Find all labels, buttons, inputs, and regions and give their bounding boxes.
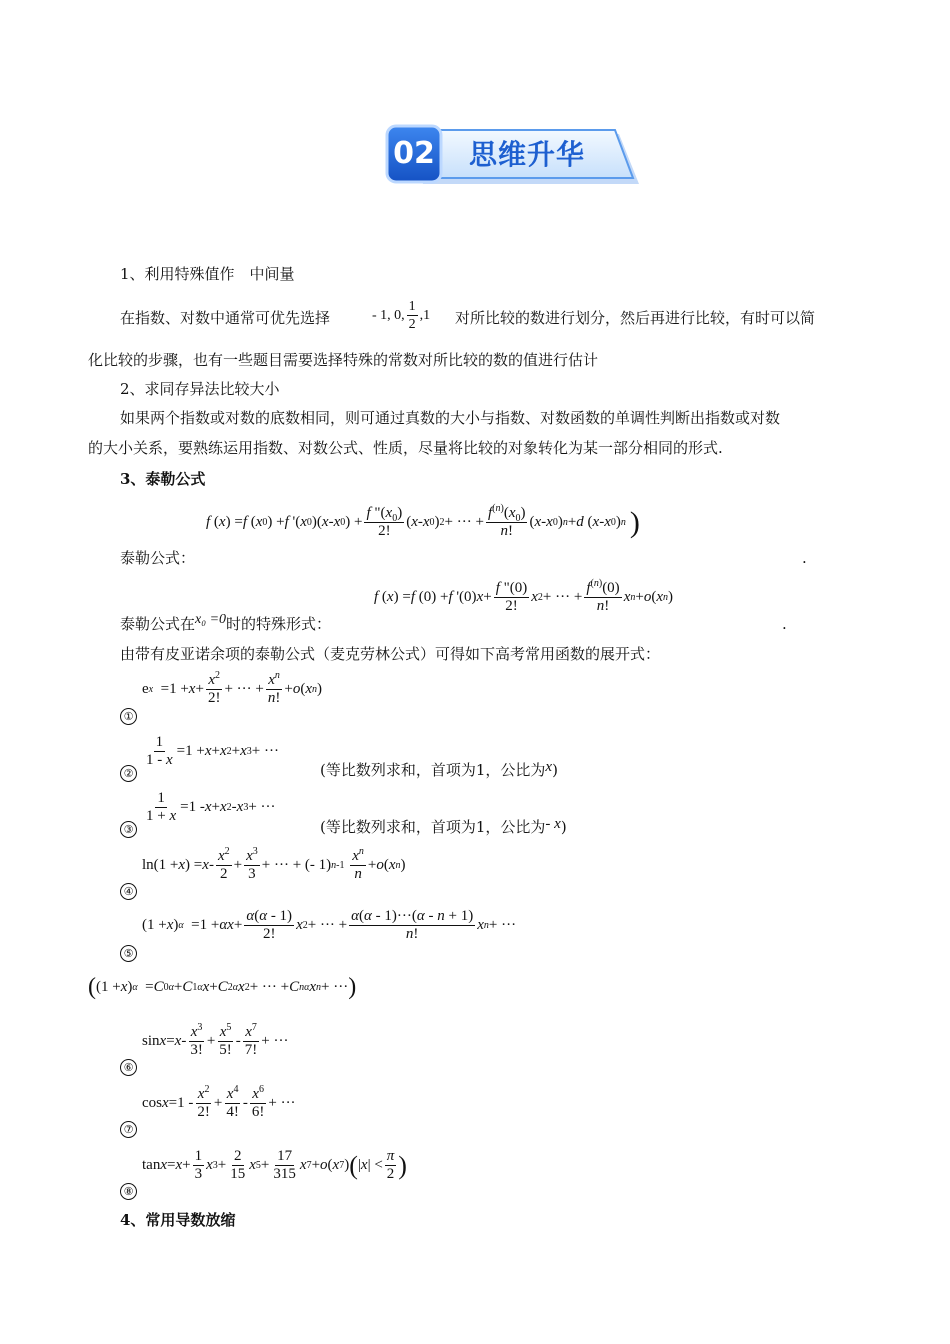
formula-sin: sin x = x - $\frac{x^3}{3!}$ + $\frac{x^5}{5!}$ - $\frac{x^7}{7!}$ + ··· [142,1022,289,1058]
taylor-formula: f ( x ) = f ( x 0 ) + f '( x 0 )( x - x 0 ) + $\frac{f "(x_0)}{2!}$ ( x - x 0 ) 2 + ··· + $\frac{f^{(n)}(x_0)}{n!}$ ( x - x 0 ) n + d ( x - x 0 ) n ) [206,503,640,539]
expansion-intro: 由带有皮亚诺余项的泰勒公式（麦克劳林公式）可得如下高考常用函数的展开式： [120,645,661,663]
taylor-label: 泰勒公式： [120,549,196,567]
marker-4: ④ [120,880,137,900]
banner-number: 02 [393,136,435,171]
marker-2: ② [120,762,137,782]
note-geometric-1: (等比数列求和，首项为1，公比为x) [320,759,558,779]
maclaurin-formula: f ( x ) = f (0) + f '(0) x + $\frac{f "(0)}{2!}$ x 2 + ··· + $\frac{f^{(n)}(0)}{n!}$ x n + o ( x n ) [374,578,673,614]
special-label-before: 泰勒公式在 [120,615,196,633]
formula-cos: cos x =1 - $\frac{x^2}{2!}$ + $\frac{x^4}{4!}$ - $\frac{x^6}{6!}$ + ··· [142,1084,296,1120]
p1-text-after: 对所比较的数进行划分，然后再进行比较，有时可以简 [455,309,816,327]
section-1-paragraph-line2: 化比较的步骤，也有一些题目需要选择特殊的常数对所比较的数的值进行估计 [88,351,599,369]
p1-special-values [372,298,430,333]
marker-8: ⑧ [120,1180,137,1200]
section-1-heading: 1、利用特殊值作 中间量 [120,265,295,283]
taylor-period: . [802,549,807,567]
formula-geometric-2: $\frac{1}{1 + x}$ =1 - x + x 2 - x 3 + ··· [146,790,276,824]
formula-binomial-combination: ( (1 + x ) α = C 0 α + C 1 α x + C 2 α x 2 + ··· + C n α x n + ··· ) [88,974,357,1000]
section-2-paragraph-line1: 如果两个指数或对数的底数相同，则可通过真数的大小与指数、对数函数的单调性判断出指数或对数 [120,409,781,427]
formula-exp: e x =1 + x + $\frac{x^2}{2!}$ + ··· + $\frac{x^n}{n!}$ + o ( x n ) [142,670,322,706]
section-2-paragraph-line2: 的大小关系，要熟练运用指数、对数公式、性质，尽量将比较的对象转化为某一部分相同的形式. [88,439,723,457]
marker-1: ① [120,705,137,725]
formula-ln: ln(1 + x ) = x - $\frac{x^2}{2}$ + $\frac{x^3}{3}$ + ··· + (- 1) n-1 $\frac{x^n}{n}$ + o ( x n ) [142,846,406,882]
formula-binomial: (1 + x ) α =1 + αx + $\frac{\alpha(\alpha - 1)}{2!}$ x 2 + ··· + $\frac{\alpha(\alpha - 1)\cdot\cdot\cdot(\alpha - n + 1)}{n!}$ x n + ··· [142,908,517,942]
section-banner [383,122,641,194]
special-label-after: 时的特殊形式： [226,615,332,633]
p1-after-half: ,1 [419,307,431,323]
marker-5: ⑤ [120,942,137,962]
marker-6: ⑥ [120,1056,137,1076]
p1-text-before: 在指数、对数中通常可优先选择 [120,309,331,327]
special-form-label [120,614,331,636]
marker-7: ⑦ [120,1118,137,1138]
formula-geometric-1: $\frac{1}{1 - x}$ =1 + x + x 2 + x 3 + ··· [146,734,279,768]
p1-half-den: 2 [408,317,416,332]
special-period: . [782,615,787,633]
banner-title: 思维升华 [469,138,586,171]
p1-half-num: 1 [408,299,416,314]
section-2-heading: 2、求同存异法比较大小 [120,380,280,398]
section-4-heading: 4、常用导数放缩 [120,1211,236,1229]
p1-values: - 1, 0, [372,307,405,323]
section-3-heading: 3、泰勒公式 [120,470,206,488]
p1-half-fraction [407,298,418,333]
note-geometric-2: (等比数列求和，首项为1，公比为- x) [320,816,567,836]
special-condition: x₀ =0 [195,612,227,627]
formula-tan: tan x = x + $\frac{1}{3}$ x 3 + $\frac{2}{15}$ x 5 + $\frac{17}{315}$ x 7 + o ( x 7 ) ( | x | < $\frac{\pi}{2}$ ) [142,1148,407,1182]
marker-3: ③ [120,818,137,838]
section-1-paragraph-line1 [120,308,330,328]
